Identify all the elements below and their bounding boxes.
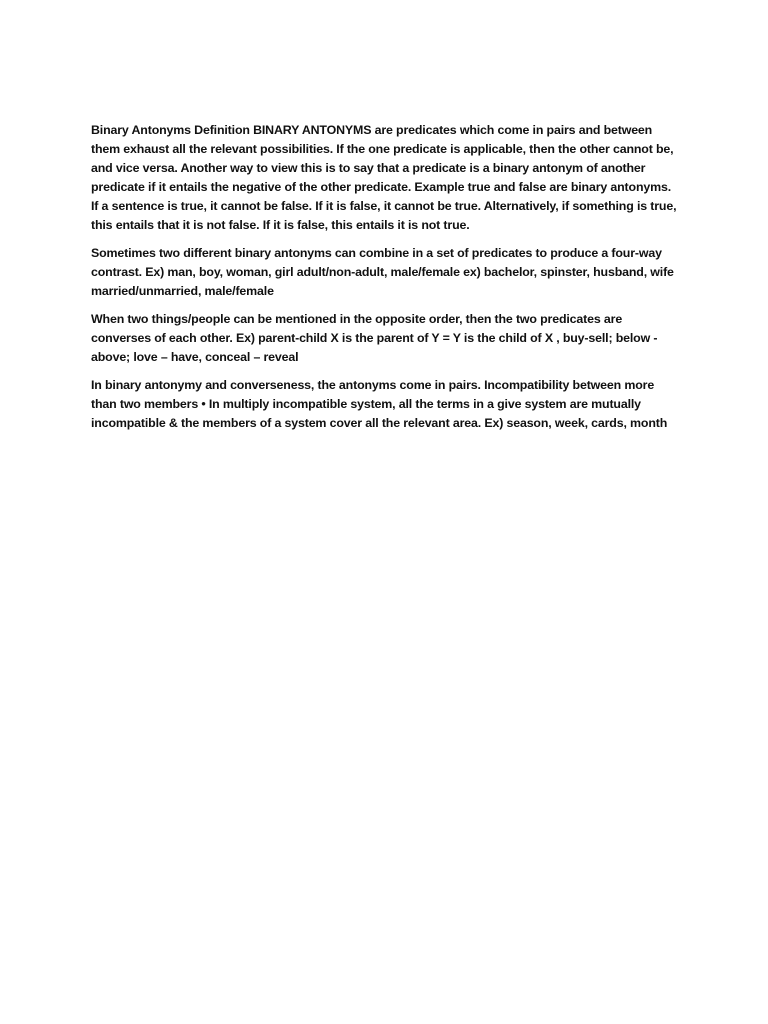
- paragraph-binary-antonyms-definition: Binary Antonyms Definition BINARY ANTONYMS are predicates which come in pairs and between them exhaust all the relevant possibilities. If the one predicate is applicable, then the other cannot be, and vice versa. Another way to view this is to say that a predicate is a binary antonym of another predicate if it entails the negative of the other predicate. Example true and false are binary antonyms. If a sentence is true, it cannot be false. If it is false, it cannot be true. Alternatively, if something is true, this entails that it is not false. If it is false, this entails it is not true.: [91, 123, 677, 232]
- document-body: [91, 121, 677, 442]
- paragraph-four-way-contrast: Sometimes two different binary antonyms can combine in a set of predicates to produce a four-way contrast. Ex) man, boy, woman, girl adult/non-adult, male/female ex) bachelor, spinster, husband, wife married/unmarried, male/female: [91, 246, 674, 298]
- paragraph-incompatibility: In binary antonymy and converseness, the antonyms come in pairs. Incompatibility between more than two members • In multiply incompatible system, all the terms in a give system are mutually incompatible & the members of a system cover all the relevant area. Ex) season, week, cards, month: [91, 378, 668, 430]
- paragraph-converses: When two things/people can be mentioned in the opposite order, then the two predicates are converses of each other. Ex) parent-child X is the parent of Y = Y is the child of X , buy-sell; below - above; love – have, conceal – reveal: [91, 312, 658, 364]
